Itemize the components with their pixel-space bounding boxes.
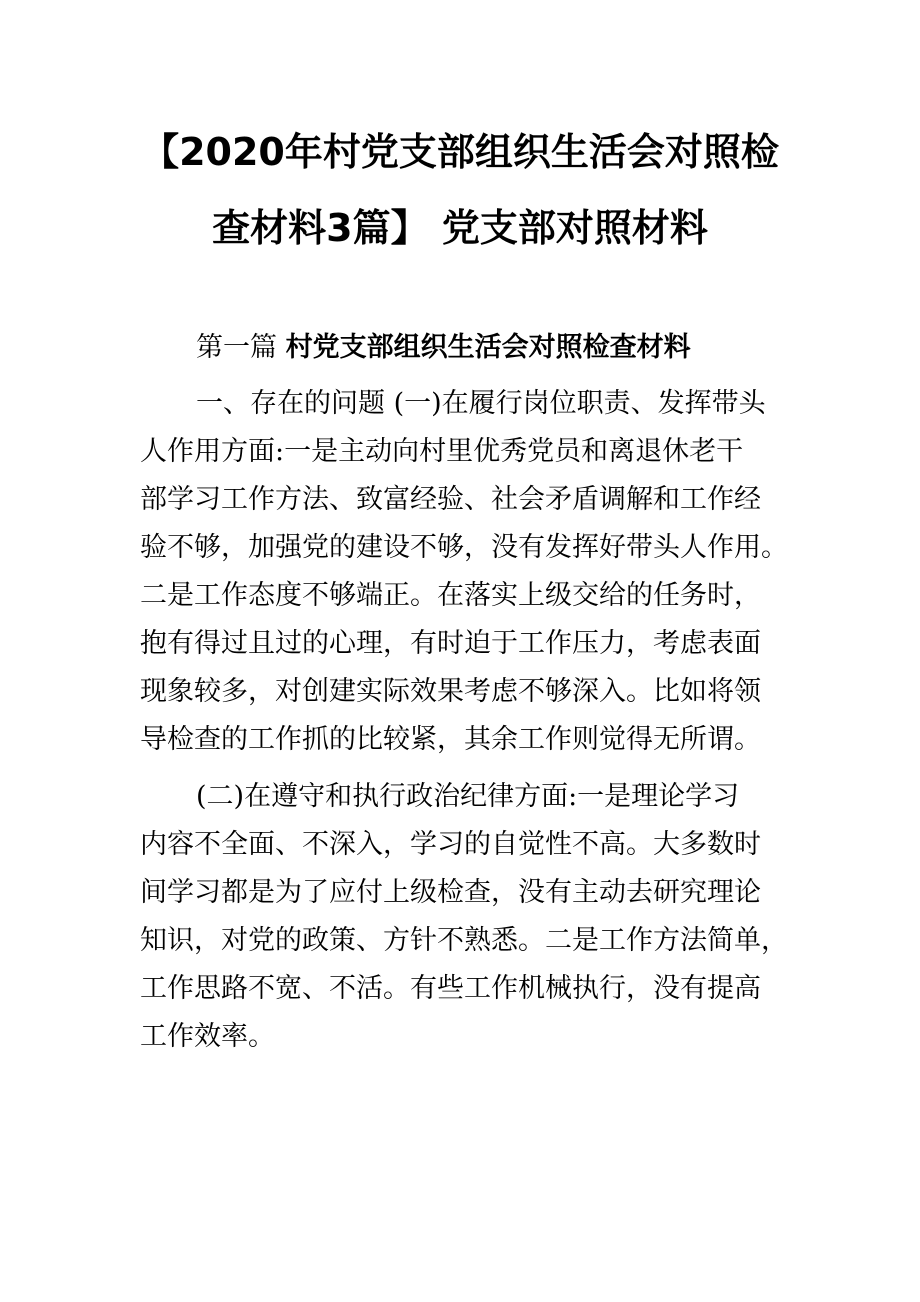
section-heading: [196, 324, 691, 372]
section-heading-prefix: 第一篇: [196, 332, 286, 363]
paragraph-line: 二是工作态度不够端正。在落实上级交给的任务时，: [140, 580, 761, 611]
paragraph-line: 导检查的工作抓的比较紧，其余工作则觉得无所谓。: [140, 724, 761, 755]
paragraph-line: 内容不全面、不深入，学习的自觉性不高。大多数时: [140, 829, 761, 860]
paragraph-line: 知识，对党的政策、方针不熟悉。二是工作方法简单，: [140, 925, 788, 956]
paragraph-line: 工作思路不宽、不活。有些工作机械执行，没有提高: [140, 973, 761, 1004]
paragraph-line: 工作效率。: [140, 1021, 275, 1052]
paragraph-line: 验不够，加强党的建设不够，没有发挥好带头人作用。: [140, 532, 788, 563]
title-line: 查材料3篇】 党支部对照材料: [212, 206, 708, 250]
document-title: [100, 114, 820, 266]
section-heading-title: 村党支部组织生活会对照检查材料: [285, 332, 691, 363]
paragraph-line: (二)在遵守和执行政治纪律方面:一是理论学习: [196, 781, 740, 812]
paragraph-line: 人作用方面:一是主动向村里优秀党员和离退休老干: [140, 436, 744, 467]
body-paragraph: [140, 773, 800, 1061]
title-line: 【2020年村党支部组织生活会对照检: [141, 130, 779, 174]
paragraph-line: 一、存在的问题 (一)在履行岗位职责、发挥带头: [196, 388, 766, 419]
body-paragraph: [140, 380, 800, 764]
paragraph-line: 间学习都是为了应付上级检查，没有主动去研究理论: [140, 877, 761, 908]
paragraph-line: 现象较多，对创建实际效果考虑不够深入。比如将领: [140, 676, 761, 707]
paragraph-line: 部学习工作方法、致富经验、社会矛盾调解和工作经: [140, 484, 761, 515]
paragraph-line: 抱有得过且过的心理，有时迫于工作压力，考虑表面: [140, 628, 761, 659]
